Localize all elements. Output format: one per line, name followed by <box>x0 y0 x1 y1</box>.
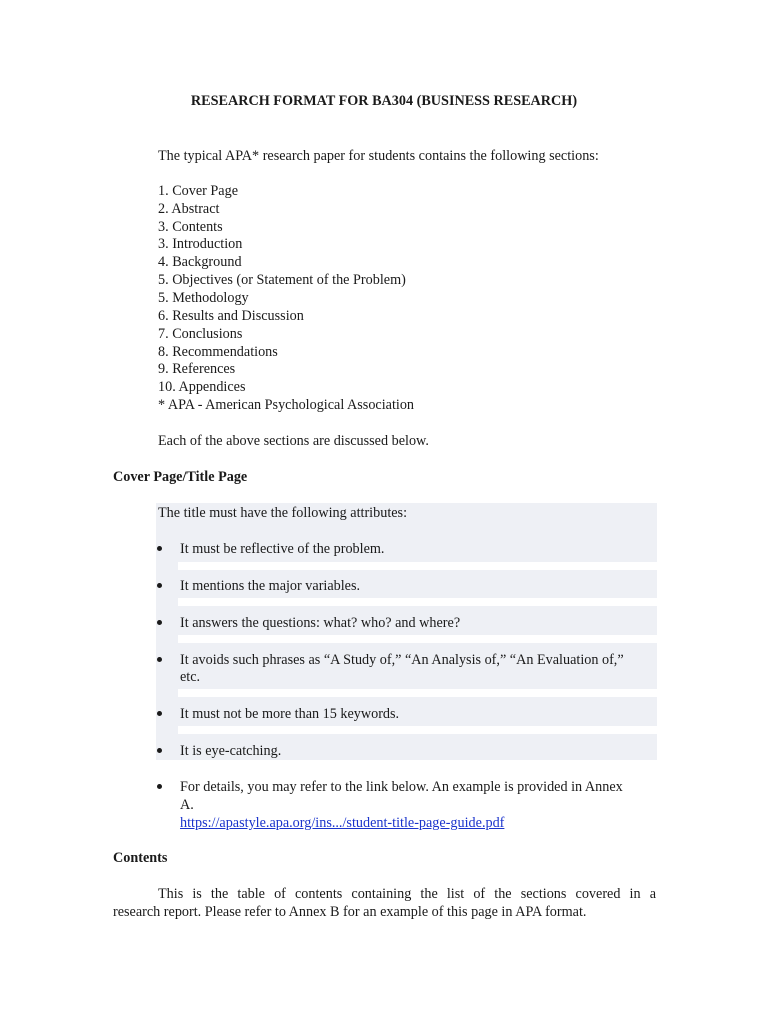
list-item: 9. References <box>158 361 236 377</box>
bullet-text-continued: etc. <box>180 669 201 685</box>
bullet-text: It avoids such phrases as “A Study of,” “An Analysis of,” “An Evaluation of,” <box>180 652 624 668</box>
bullet-icon <box>157 748 162 753</box>
attributes-lead: The title must have the following attributes: <box>158 505 408 521</box>
list-item: 4. Background <box>158 254 242 270</box>
bullet-icon <box>157 657 162 662</box>
bullet-text: It must not be more than 15 keywords. <box>180 706 400 722</box>
list-item: 6. Results and Discussion <box>158 308 304 324</box>
bullet-text: It is eye-catching. <box>180 743 282 759</box>
bullet-icon <box>157 546 162 551</box>
list-item: 3. Contents <box>158 219 223 235</box>
bullet-icon <box>157 711 162 716</box>
list-item: 10. Appendices <box>158 379 246 395</box>
highlight-gap <box>178 689 657 697</box>
bullet-icon <box>157 620 162 625</box>
title-page-guide-link[interactable]: https://apastyle.apa.org/ins.../student-title-page-guide.pdf <box>180 815 505 831</box>
contents-line: This is the table of contents containing the list of the sections covered in a <box>158 886 656 902</box>
bullet-text-continued: A. <box>180 797 194 813</box>
bullet-text: It mentions the major variables. <box>180 578 361 594</box>
contents-heading: Contents <box>113 850 168 866</box>
highlight-gap <box>178 635 657 643</box>
intro-text: The typical APA* research paper for students contains the following sections: <box>158 148 599 164</box>
list-item: 5. Methodology <box>158 290 249 306</box>
footnote: * APA - American Psychological Association <box>158 397 415 413</box>
list-item: 2. Abstract <box>158 201 220 217</box>
contents-paragraph <box>113 885 656 921</box>
list-item: 8. Recommendations <box>158 344 278 360</box>
cover-page-heading: Cover Page/Title Page <box>113 469 248 485</box>
bullet-text: For details, you may refer to the link below. An example is provided in Annex <box>180 779 623 795</box>
highlight-gap <box>178 598 657 606</box>
bullet-icon <box>157 784 162 789</box>
list-item: 7. Conclusions <box>158 326 243 342</box>
highlight-gap <box>178 562 657 570</box>
highlight-gap <box>178 726 657 734</box>
bullet-icon <box>157 583 162 588</box>
list-item: 3. Introduction <box>158 236 243 252</box>
document-title: RESEARCH FORMAT FOR BA304 (BUSINESS RESEARCH) <box>190 93 578 109</box>
list-item: 5. Objectives (or Statement of the Problem) <box>158 272 406 288</box>
discussed-text: Each of the above sections are discussed below. <box>158 433 429 449</box>
bullet-text: It answers the questions: what? who? and where? <box>180 615 461 631</box>
list-item: 1. Cover Page <box>158 183 238 199</box>
bullet-text: It must be reflective of the problem. <box>180 541 385 557</box>
contents-line: research report. Please refer to Annex B for an example of this page in APA format. <box>113 904 587 920</box>
